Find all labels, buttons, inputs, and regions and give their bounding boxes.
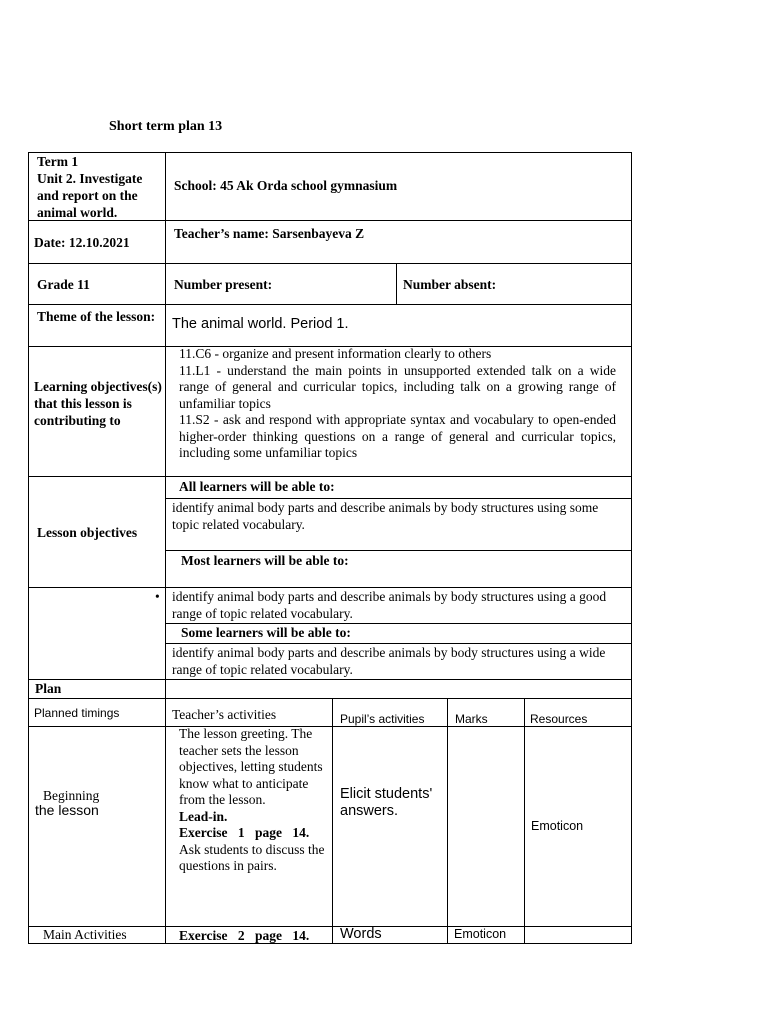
learning-objectives-list bbox=[179, 346, 616, 462]
pupil-activities-beginning: Elicit students' answers. bbox=[340, 786, 433, 819]
row-separator bbox=[28, 476, 632, 477]
resources-beginning: Emoticon bbox=[531, 819, 584, 833]
table-border-left bbox=[28, 152, 29, 944]
some-learners-text: identify animal body parts and describe animals by body structures using a wide range of topic related vocabulary. bbox=[172, 645, 606, 677]
column-header-teacher: Teacher’s activities bbox=[172, 707, 277, 722]
most-learners-text bbox=[172, 588, 622, 622]
column-separator bbox=[447, 698, 448, 944]
table-border-right bbox=[631, 152, 632, 944]
pupil-activities-main: Words bbox=[340, 926, 382, 942]
number-present: Number present: bbox=[174, 277, 273, 292]
document-title: Short term plan 13 bbox=[109, 119, 223, 134]
column-header-timings: Planned timings bbox=[34, 706, 120, 720]
marks-main: Emoticon bbox=[454, 927, 507, 941]
unit-cell bbox=[37, 153, 161, 221]
objective-item: 11.L1 - understand the main points in unsupported extended talk on a wide range of general and curricular topics, including talk on a growing range of unfamiliar topics bbox=[179, 362, 616, 411]
lesson-objectives-label: Lesson objectives bbox=[37, 525, 138, 540]
teacher-activities-beginning bbox=[179, 726, 329, 875]
number-absent: Number absent: bbox=[403, 277, 497, 292]
objective-item: 11.C6 - organize and present information clearly to others bbox=[179, 346, 492, 361]
column-separator bbox=[524, 698, 525, 944]
all-learners-text: identify animal body parts and describe animals by body structures using some topic related vocabulary. bbox=[172, 500, 599, 532]
learning-objectives-label: Learning objectives(s) that this lesson is contributing to bbox=[34, 379, 162, 428]
theme-value: The animal world. Period 1. bbox=[172, 316, 349, 332]
column-separator bbox=[332, 698, 333, 944]
timing-beginning: Beginning bbox=[43, 788, 100, 803]
row-separator bbox=[28, 263, 632, 264]
row-separator bbox=[28, 698, 632, 699]
column-header-resources: Resources bbox=[530, 712, 588, 726]
all-learners-heading: All learners will be able to: bbox=[179, 479, 335, 494]
exercise-1-task: Ask students to discuss the questions in pairs. bbox=[179, 841, 325, 873]
column-separator bbox=[396, 263, 397, 304]
theme-label: Theme of the lesson: bbox=[37, 309, 156, 324]
row-separator bbox=[165, 550, 632, 551]
bullet-icon: • bbox=[155, 589, 160, 604]
plan-label: Plan bbox=[35, 681, 62, 696]
objective-item: 11.S2 - ask and respond with appropriate syntax and vocabulary to open-ended higher-order thinking questions on a range of general and curricular topics, including some unfamiliar topics bbox=[179, 412, 616, 460]
most-learners-text-content: identify animal body parts and describe animals by body structures using a good range of topic related vocabulary. bbox=[172, 589, 607, 621]
lesson-greeting: The lesson greeting. The teacher sets the lesson objectives, letting students know what to anticipate from the lesson. bbox=[179, 726, 323, 807]
most-learners-heading: Most learners will be able to: bbox=[181, 553, 349, 568]
lead-in: Lead-in. bbox=[179, 808, 228, 824]
teacher-activities-main: Exercise 2 page 14. bbox=[179, 928, 310, 943]
lesson-date: Date: 12.10.2021 bbox=[34, 235, 130, 250]
teacher-name: Teacher’s name: Sarsenbayeva Z bbox=[174, 226, 365, 241]
row-separator bbox=[28, 304, 632, 305]
some-learners-heading: Some learners will be able to: bbox=[181, 625, 351, 640]
exercise-1: Exercise 1 page 14. bbox=[179, 825, 310, 840]
grade: Grade 11 bbox=[37, 277, 90, 292]
column-header-pupil: Pupil’s activities bbox=[340, 712, 425, 726]
unit-label: Unit 2. Investigate and report on the animal world. bbox=[37, 171, 143, 220]
column-header-marks: Marks bbox=[455, 712, 488, 726]
column-separator bbox=[165, 152, 166, 944]
school-name: School: 45 Ak Orda school gymnasium bbox=[174, 178, 398, 193]
term-label: Term 1 bbox=[37, 154, 79, 169]
timing-main: Main Activities bbox=[43, 927, 127, 942]
table-border-bottom bbox=[28, 943, 632, 944]
timing-beginning-line2: the lesson bbox=[35, 802, 99, 818]
